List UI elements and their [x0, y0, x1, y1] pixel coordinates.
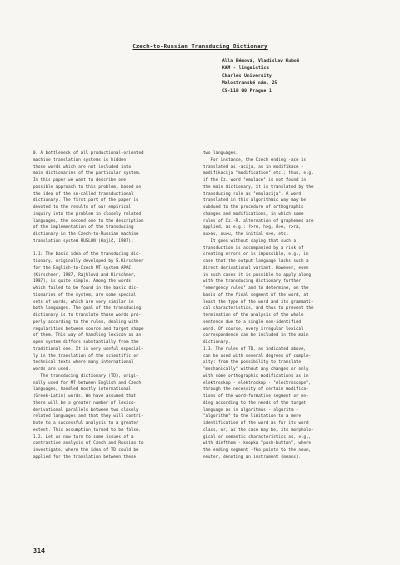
text-line: cal characteristics, and thus to prevent the [203, 305, 314, 311]
text-line: neuter, denoting an instrument (means). [203, 453, 302, 459]
text-line: "mechanically" without any changes or only [203, 366, 309, 371]
text-line: if the Cz. word "emulace" is not found in [203, 177, 307, 182]
right-text-column [203, 150, 369, 461]
text-line: can be used with several degrees of comple- [203, 352, 312, 358]
text-line: creating errors or is impossible, e.g., in [203, 251, 309, 257]
text-line: termination of the analysis of the whole [203, 312, 304, 317]
text-line: which failed to be found in the basic dic- [33, 285, 139, 290]
text-line: with the transducing dictionary further [203, 278, 302, 284]
text-line: class, or, as the case may be, its morpholo- [203, 426, 314, 432]
text-line: in such cases it is possible to apply along [203, 271, 312, 277]
text-line: applied, as e.g.: ř>re, h>g, ě>e, r>ra, [203, 224, 302, 230]
text-line: "algorithm" to the limitation to a mere [203, 413, 302, 419]
text-line: transduction is accompanied by a risk of [203, 244, 304, 250]
text-line: open system differs substantially from the [33, 339, 139, 344]
text-line: regularities between source and target shape [33, 325, 144, 331]
text-line: languages, handled mostly international [33, 386, 132, 392]
text-line [33, 245, 199, 252]
text-line: two languages. [203, 150, 239, 155]
text-line: words are used. [33, 366, 71, 371]
page-number: 314 [33, 547, 45, 555]
text-line: dictionary. The first part of the paper is [33, 197, 139, 203]
text-line: the ending segment -fko points to the noun, [203, 447, 312, 452]
text-line: for the English-to-Czech MT system APAC [33, 264, 132, 270]
text-line: tions of the word-formative segment or en- [203, 393, 309, 398]
paper-title: Czech-to-Russian Transducing Dictionary [132, 44, 268, 50]
text-line: 0. A bottleneck of all productional-oriented [33, 150, 144, 155]
text-line: translated in this algorithmic way may be [203, 197, 307, 203]
text-line: nally used for MT between English and Czech [33, 379, 142, 385]
text-line: ding according to the needs of the target [203, 399, 307, 405]
author-university: Charles University [222, 73, 272, 79]
text-line: main dictionaries of the particular system. [33, 170, 142, 176]
text-line: dictionary. [203, 339, 231, 344]
text-line: It goes without saying that such a [203, 237, 296, 243]
text-line: In this paper we want to describe one [33, 177, 126, 182]
text-line: (Greek-Latin) words. We have assumed that [33, 393, 137, 398]
text-line: of the implementation of the transducing [33, 224, 134, 230]
text-line: case that the output language lacks such a [203, 258, 309, 263]
text-line: languages, the second one to the description [33, 217, 144, 223]
text-line: possible approach to this problem, based on [33, 183, 142, 189]
text-line: sets of words, which are very similar in [33, 298, 134, 304]
text-line: dictionary is to translate those words pro- [33, 312, 142, 317]
text-line: gical or semantic characteristics as, e.g., [203, 433, 312, 439]
text-line: both languages. The goal of the transducing [33, 305, 142, 311]
text-line: with some orthographic modifications as in [203, 372, 309, 378]
text-line: investigate, where the idea of TD could be [33, 447, 139, 452]
text-line: machine translation systems is hidden [33, 156, 126, 162]
text-line: translation system RUSLAN (Hajič, 1987). [33, 237, 134, 243]
text-line: the idea of the so-called transductional [33, 190, 134, 196]
text-line: correspondence can be included in the main [203, 332, 309, 338]
text-line: rules of Cz.-R. alternation of graphemes are [203, 217, 314, 223]
text-line: traditional one. It is very useful especial- [33, 345, 144, 351]
text-line: tionaries of the system, are some special [33, 291, 137, 297]
text-line: elektroskop - elektroskop - "electroscope", [203, 379, 312, 385]
text-line: 1.2. Let us now turn to some issues of a [33, 433, 134, 439]
author-names: Alla Bémová, Vladislav Kuboň [222, 59, 300, 64]
text-line: The transducing dictionary (TD), origi- [33, 372, 139, 378]
text-line: perly according to the rules, dealing with [33, 318, 139, 324]
text-line: with diefthom - knopka "push-button", where [203, 440, 312, 446]
text-line: extent. This assumption turned to be false. [33, 426, 142, 432]
text-line: "emergency rules" and to determine, on the [203, 285, 309, 290]
text-line: language as in algoritmus - algoritm - [203, 406, 299, 412]
text-line: derivational parallels between two closely [33, 406, 139, 412]
text-line: bute to a successful analysis to a greater [33, 420, 139, 425]
author-street: Malostranské nám. 25 [222, 81, 278, 87]
text-line: 1.1. The basic idea of the transducing dic- [33, 251, 142, 257]
text-line: (Kirschner, 1987, Rajhlová and Kirschner, [33, 271, 137, 277]
text-line: tionary, originally developed by S.Kirschner [33, 258, 144, 263]
text-line: word. Of course, every irregular lexical [203, 325, 304, 331]
text-line: subdued to the procedure of orthographic [203, 204, 304, 209]
text-line: changes and modifications, in which some [203, 210, 304, 216]
text-line: related languages and that they will contri- [33, 413, 144, 419]
author-block [222, 58, 299, 95]
text-line: least the type of the word and its grammati- [203, 298, 314, 304]
text-line: dictionary in the Czech-to-Russian machine [33, 231, 139, 236]
text-line: those words which are not included into [33, 163, 132, 169]
text-line: au>av, ou>u, the initial e>e, etc. [203, 231, 289, 236]
text-line: transducing rule as "emulacija". A word [203, 190, 302, 196]
text-line: the main dictionary, it is translated by the [203, 183, 314, 189]
text-line: there will be a greater number of lexico- [33, 399, 137, 405]
text-line: technical texts where many international [33, 359, 134, 365]
text-line: 1987), is quite simple. Among the words [33, 278, 132, 284]
text-line: direct derivational variant. However, even [203, 264, 309, 270]
text-line: 1.3. The rules of TD, as indicated above, [203, 345, 307, 351]
text-line: contrastive analysis of Czech and Russian to [33, 440, 144, 446]
text-line: modifikacija "modification" etc.; thus, e.g. [203, 170, 314, 176]
text-line: applied for the translation between these [33, 453, 137, 459]
text-line: devoted to the results of our empirical [33, 204, 132, 209]
text-line: translated as -acija, as in modifikace - [203, 163, 304, 169]
author-department: KAM - linguistics [222, 66, 270, 72]
text-line: of them. This way of handling lexicon as an [33, 332, 142, 338]
text-line: xity: from the possibility to translate [203, 359, 302, 365]
text-line: basis of the final segment of the word, at [203, 291, 309, 297]
text-line: through the necessity of certain modifica- [203, 386, 309, 392]
left-text-column [33, 150, 199, 461]
text-line: sentence due to a single non-identified [203, 318, 302, 324]
text-line: ly in the translation of the scientific or [33, 352, 139, 358]
text-line: For instance, the Czech ending -ace is [203, 156, 307, 162]
text-line: identification of the word as for its word [203, 420, 309, 425]
author-city: CS-118 00 Prague 1 [222, 88, 272, 94]
text-line: inquiry into the problem in closely related [33, 210, 142, 216]
